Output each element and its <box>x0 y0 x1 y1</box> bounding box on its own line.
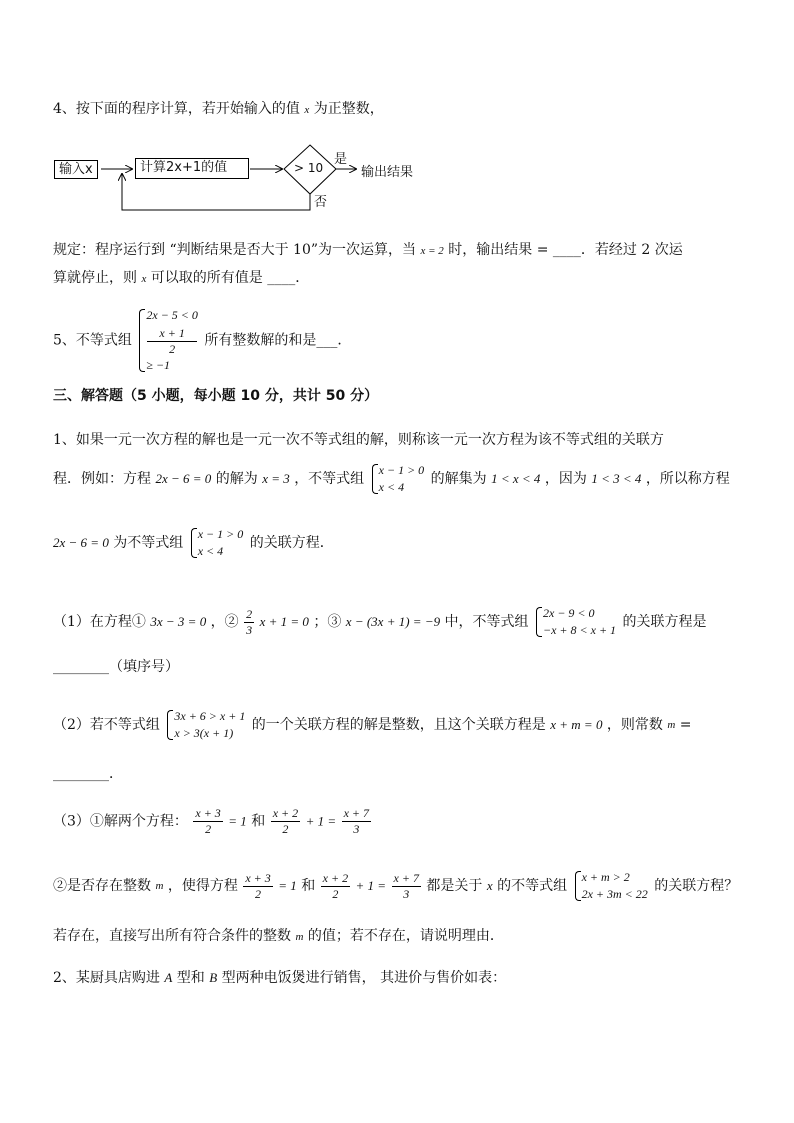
p1-sub3b: ②是否存在整数 m ，使得方程 $\frac{x + 3}{2}$ = 1 和 $\frac{x + 2}{2}$ + 1 = $\frac{x + 7}{3}$ 都是关于 x 的不等式组 x + m > 2 2x + 3m < 22 的关联方程？ <box>53 870 739 901</box>
p1-sub3b-frac2: $\frac{x + 2}{2}$ <box>322 870 349 901</box>
p1-sub2-system: 3x + 6 > x + 1 x > 3(x + 1) <box>166 708 245 742</box>
p1-sub3-frac3: $\frac{x + 7}{3}$ <box>343 806 370 836</box>
p1-sub2-blank: ________． <box>53 766 123 782</box>
p1-sub2: （2）若不等式组 3x + 6 > x + 1 x > 3(x + 1) 的一个关联方程的解是整数，且这个关联方程是 x + m = 0 ，则常数 m = <box>53 709 692 740</box>
flow-compute-box: 计算2x+1的值 <box>135 158 249 179</box>
p1-line1: 1、如果一元一次方程的解也是一元一次不等式组的解，则称该一元一次方程为该不等式组的关联方 <box>53 432 664 448</box>
p1-sub3b-frac1: $\frac{x + 3}{2}$ <box>245 870 271 901</box>
p1-sub3b-system: x + m > 2 2x + 3m < 22 <box>574 869 648 903</box>
q4-rule-line2: 算就停止，则 x 可以取的所有值是 ____． <box>53 270 310 286</box>
flow-yes-label: 是 <box>334 152 348 167</box>
p1-sub3: （3）①解两个方程： $\frac{x + 3}{2}$ = 1 和 $\frac{x + 2}{2}$ + 1 = $\frac{x + 7}{3}$ <box>53 806 370 836</box>
p1-example-system-2: x − 1 > 0 x < 4 <box>190 526 244 560</box>
q5-line: 5、不等式组 2x − 5 < 0 x + 1 2 ≥ −1 所有整数解的和是___． <box>53 308 352 372</box>
p1-sub3-frac1: $\frac{x + 3}{2}$ <box>195 806 221 836</box>
section-heading: 三、解答题（5 小题，每小题 10 分，共计 50 分） <box>53 388 379 404</box>
p1-sub3c: 若存在，直接写出所有符合条件的整数 m 的值；若不存在，请说明理由． <box>53 928 504 944</box>
flow-compare-label: > 10 <box>294 161 324 175</box>
p1-line3: 2x − 6 = 0 为不等式组 x − 1 > 0 x < 4 的关联方程． <box>53 527 334 558</box>
p1-example-system: x − 1 > 0 x < 4 <box>371 462 425 496</box>
p1-sub1-system: 2x − 9 < 0 −x + 8 < x + 1 <box>535 605 616 639</box>
p1-sub1-fraction: $\frac{2}{3}$ <box>246 606 253 637</box>
p1-sub3b-frac3: $\frac{x + 7}{3}$ <box>393 870 419 901</box>
q4-rule-line1: 规定：程序运行到 “判断结果是否大于 10”为一次运算，当 x = 2 时，输出结果 = ____．若经过 2 次运 <box>53 242 683 258</box>
p1-line2: 程．例如：方程 2x − 6 = 0 的解为 x = 3 ，不等式组 x − 1 > 0 x < 4 的解集为 1 < x < 4 ，因为 1 < 3 < 4 ，所以称方程 <box>53 463 730 494</box>
p1-sub3-frac2: $\frac{x + 2}{2}$ <box>272 806 299 836</box>
p1-sub1-blank: ________（填序号） <box>53 659 179 675</box>
flowchart-connectors <box>0 140 794 220</box>
q4-intro: 4、按下面的程序计算，若开始输入的值 x 为正整数， <box>53 101 384 117</box>
q5-inequality-system: 2x − 5 < 0 x + 1 2 ≥ −1 <box>138 307 198 374</box>
flow-no-label: 否 <box>314 195 328 210</box>
flowchart <box>0 140 794 220</box>
flow-output-label: 输出结果 <box>361 165 414 180</box>
p1-sub1: （1）在方程① 3x − 3 = 0 ，② $\frac{2}{3}$ x + 1 = 0 ；③ x − (3x + 1) = −9 中，不等式组 2x − 9 < 0 −x + 8 < x + 1 的关联方程是 <box>53 606 707 637</box>
p2-intro: 2、某厨具店购进 A 型和 B 型两种电饭煲进行销售， 其进价与售价如表： <box>53 970 507 986</box>
flow-input-box: 输入x <box>54 160 98 179</box>
q5-fraction: x + 1 2 <box>147 326 197 357</box>
